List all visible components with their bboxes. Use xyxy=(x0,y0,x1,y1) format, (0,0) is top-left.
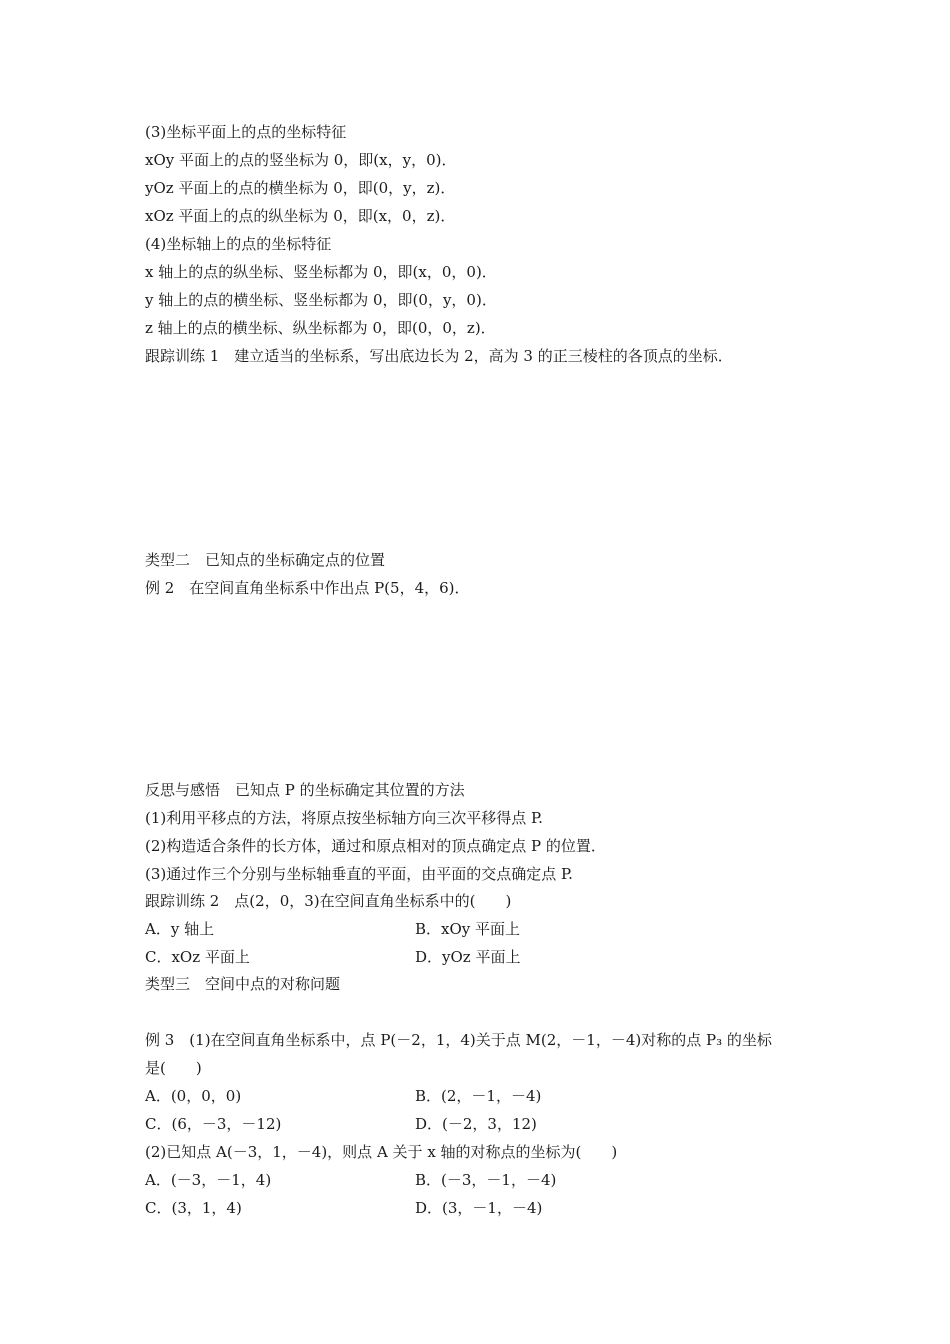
example3-q2-option-d: D．(3，－1，－4) xyxy=(415,1199,543,1217)
practice2-option-d: D．yOz 平面上 xyxy=(415,948,521,966)
example3-q2-option-b: B．(－3，－1，－4) xyxy=(415,1171,557,1189)
y-axis-rule: y 轴上的点的横坐标、竖坐标都为 0，即(0，y，0)． xyxy=(145,291,497,309)
example2-question: 例 2 在空间直角坐标系中作出点 P(5，4，6)． xyxy=(145,579,470,597)
section3-title: (3)坐标平面上的点的坐标特征 xyxy=(145,123,347,141)
section4-title: (4)坐标轴上的点的坐标特征 xyxy=(145,235,332,253)
practice2-question: 跟踪训练 2 点(2，0，3)在空间直角坐标系中的( ) xyxy=(145,892,512,910)
practice2-option-b: B．xOy 平面上 xyxy=(415,920,521,938)
practice2-option-a: A．y 轴上 xyxy=(145,920,215,938)
example3-q2: (2)已知点 A(－3，1，－4)，则点 A 关于 x 轴的对称点的坐标为( ) xyxy=(145,1143,618,1161)
example3-q2-option-c: C．(3，1，4) xyxy=(145,1199,242,1217)
reflection-method-2: (2)构造适合条件的长方体，通过和原点相对的顶点确定点 P 的位置． xyxy=(145,837,606,855)
practice1-question: 跟踪训练 1 建立适当的坐标系，写出底边长为 2，高为 3 的正三棱柱的各顶点的坐标． xyxy=(145,347,733,365)
yoz-plane-rule: yOz 平面上的点的横坐标为 0，即(0，y，z)． xyxy=(145,179,456,197)
example3-q1-line2: 是( ) xyxy=(145,1059,202,1077)
example3-q1-option-d: D．(－2，3，12) xyxy=(415,1115,537,1133)
xoy-plane-rule: xOy 平面上的点的竖坐标为 0，即(x，y，0)． xyxy=(145,151,457,169)
reflection-heading: 反思与感悟 已知点 P 的坐标确定其位置的方法 xyxy=(145,781,465,799)
example3-q2-option-a: A．(－3，－1，4) xyxy=(145,1171,272,1189)
xoz-plane-rule: xOz 平面上的点的纵坐标为 0，即(x，0，z)． xyxy=(145,207,456,225)
reflection-method-3: (3)通过作三个分别与坐标轴垂直的平面，由平面的交点确定点 P. xyxy=(145,865,573,883)
practice2-option-c: C．xOz 平面上 xyxy=(145,948,250,966)
example3-q1-line1: 例 3 (1)在空间直角坐标系中，点 P(－2，1，4)关于点 M(2，－1，－4)对称的点 P₃ 的坐标 xyxy=(145,1031,772,1049)
z-axis-rule: z 轴上的点的横坐标、纵坐标都为 0，即(0，0，z)． xyxy=(145,319,496,337)
x-axis-rule: x 轴上的点的纵坐标、竖坐标都为 0，即(x，0，0)． xyxy=(145,263,497,281)
type3-heading: 类型三 空间中点的对称问题 xyxy=(145,975,341,993)
example3-q1-option-b: B．(2，－1，－4) xyxy=(415,1087,542,1105)
reflection-method-1: (1)利用平移点的方法，将原点按坐标轴方向三次平移得点 P. xyxy=(145,809,543,827)
type2-heading: 类型二 已知点的坐标确定点的位置 xyxy=(145,551,386,569)
example3-q1-option-a: A．(0，0，0) xyxy=(145,1087,242,1105)
example3-q1-option-c: C．(6，－3，－12) xyxy=(145,1115,282,1133)
